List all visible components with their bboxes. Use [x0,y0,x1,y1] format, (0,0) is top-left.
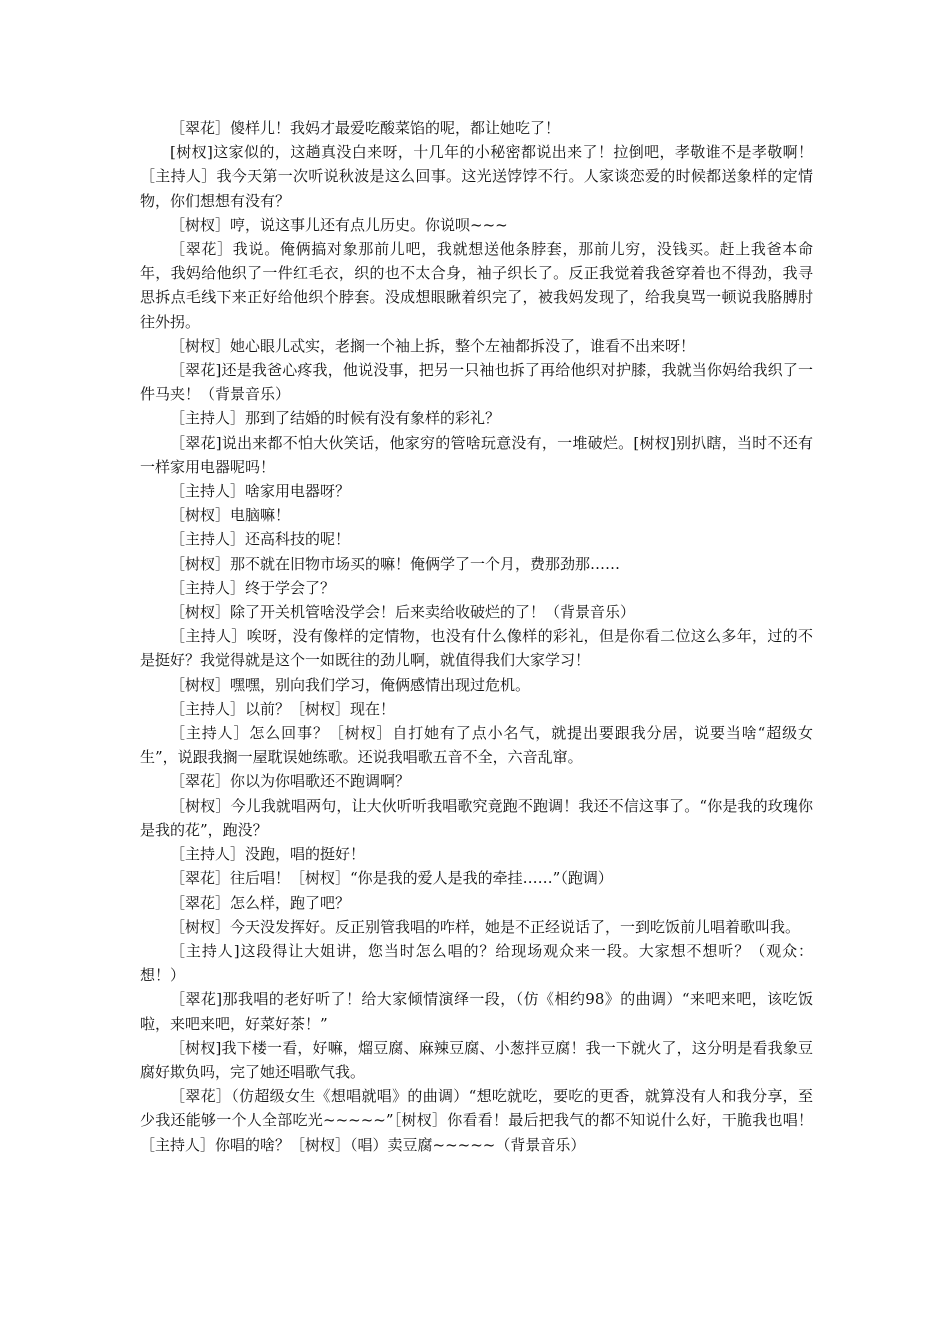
paragraph: ［翠花］我说。俺俩搞对象那前儿吧，我就想送他条脖套，那前儿穷，没钱买。赶上我爸本命年，我妈给他织了一件红毛衣，织的也不太合身，袖子织长了。反正我觉着我爸穿着也不得劲，我寻思拆点毛线下来正好给他织个脖套。没成想眼瞅着织完了，被我妈发现了，给我臭骂一顿说我胳膊肘往外拐。 [140,240,813,331]
paragraph: ［树杈］今天没发挥好。反正别管我唱的咋样，她是不正经说话了，一到吃饭前儿唱着歌叫我。 [170,917,801,936]
paragraph: ［树杈］哼，说这事儿还有点儿历史。你说呗~~~ [170,215,508,234]
paragraph: ［树杈］嘿嘿，别向我们学习，俺俩感情出现过危机。 [170,675,531,694]
paragraph: ［翠花]说出来都不怕大伙笑话，他家穷的管啥玩意没有，一堆破烂。[树杈]别扒瞎，当时不还有一样家用电器呢吗！ [140,433,813,476]
paragraph: ［翠花］往后唱！［树杈］“你是我的爱人是我的牵挂……”（跑调） [170,869,613,888]
document-page [140,116,813,1157]
paragraph: ［翠花］你以为你唱歌还不跑调啊？ [170,772,411,791]
paragraph: ［主持人］没跑，唱的挺好！ [170,845,366,864]
paragraph: ［树杈］那不就在旧物市场买的嘛！俺俩学了一个月，费那劲那…… [170,554,621,573]
paragraph: ［翠花］怎么样，跑了吧？ [170,893,351,912]
paragraph: ［树杈］今儿我就唱两句，让大伙听听我唱歌究竟跑不跑调！我还不信这事了。“你是我的玫瑰你是我的花”，跑没？ [140,796,813,839]
paragraph: ［主持人］那到了结婚的时候有没有象样的彩礼？ [170,409,501,428]
paragraph: ［主持人］终于学会了？ [170,578,336,597]
paragraph: ［树杈］除了开关机管啥没学会！后来卖给收破烂的了！（背景音乐） [170,603,636,622]
paragraph: ［树杈］她心眼儿忒实，老搁一个袖上拆，整个左袖都拆没了，谁看不出来呀！ [170,336,696,355]
paragraph: ［主持人］啥家用电器呀？ [170,482,351,501]
paragraph: ［翠花]那我唱的老好听了！给大家倾情演绎一段，（仿《相约98》的曲调）“来吧来吧，该吃饭啦，来吧来吧，好菜好茶！” [140,990,813,1033]
paragraph: ［树杈]我下楼一看，好嘛，熘豆腐、麻辣豆腐、小葱拌豆腐！我一下就火了，这分明是看我象豆腐好欺负吗，完了她还唱歌气我。 [140,1038,813,1081]
paragraph: [树杈]这家似的，这趟真没白来呀，十几年的小秘密都说出来了！拉倒吧，孝敬谁不是孝敬啊！［主持人］我今天第一次听说秋波是这么回事。这光送饽饽不行。人家谈恋爱的时候都送象样的定情物，你们想想有没有？ [140,143,813,210]
paragraph: ［翠花］（仿超级女生《想唱就唱》的曲调）“想吃就吃，要吃的更香，就算没有人和我分享，至少我还能够一个人全部吃光~~~~~”［树杈］你看看！最后把我气的都不知说什么好，干脆我也唱！［主持人］你唱的啥？［树杈］（唱）卖豆腐~~~~~（背景音乐） [140,1087,813,1154]
paragraph: ［树杈］电脑嘛！ [170,506,291,525]
paragraph: ［翠花］傻样儿！我妈才最爱吃酸菜馅的呢，都让她吃了！ [170,119,561,137]
paragraph: ［主持人］以前？［树杈］现在！ [170,699,396,718]
paragraph: ［翠花]还是我爸心疼我，他说没事，把另一只袖也拆了再给他织对护膝，我就当你妈给我织了一件马夹！（背景音乐） [140,361,813,404]
paragraph: ［主持人］唉呀，没有像样的定情物，也没有什么像样的彩礼，但是你看二位这么多年，过的不是挺好？我觉得就是这个一如既往的劲儿啊，就值得我们大家学习！ [140,627,813,670]
paragraph: ［主持人］怎么回事？［树杈］自打她有了点小名气，就提出要跟我分居，说要当啥“超级女生”，说跟我搁一屋耽误她练歌。还说我唱歌五音不全，六音乱窜。 [140,724,813,767]
paragraph: ［主持人］还高科技的呢！ [170,530,351,549]
paragraph: ［主持人]这段得让大姐讲，您当时怎么唱的？给现场观众来一段。大家想不想听？（观众：想！） [140,941,813,985]
